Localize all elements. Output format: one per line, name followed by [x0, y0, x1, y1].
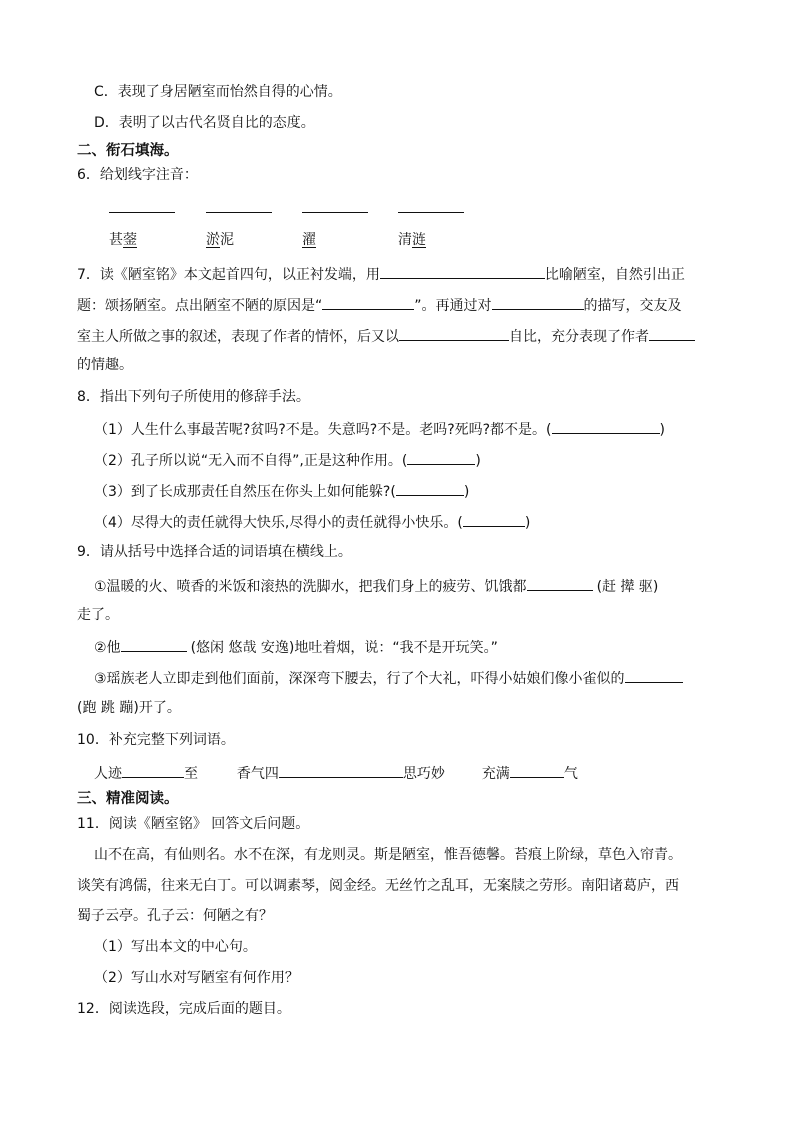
q6-answer-blank-4[interactable] — [398, 197, 464, 213]
q8-blank-1[interactable] — [552, 418, 660, 434]
q10-stem: 10．补充完整下列词语。 — [77, 732, 235, 748]
section-2-title: 二、衔石填海。 — [77, 143, 179, 159]
q8-blank-3[interactable] — [396, 480, 464, 496]
q11-subquestion-2: （2）写山水对写陋室有何作用？ — [94, 970, 299, 986]
q6-stem: 6．给划线字注音： — [77, 167, 198, 183]
q8-item-4: （4）尽得大的责任就得大快乐,尽得小的责任就得小快乐。( ) — [94, 511, 530, 533]
option-c: C．表现了身居陋室而怡然自得的心情。 — [94, 84, 342, 100]
q8-blank-2[interactable] — [407, 449, 475, 465]
q10-blank-3[interactable] — [510, 762, 564, 778]
q6-answer-blank-1[interactable] — [109, 197, 175, 213]
section-3-title: 三、精准阅读。 — [77, 791, 179, 807]
q8-item-1: （1）人生什么事最苦呢?贫吗?不是。失意吗?不是。老吗?死吗?都不是。( ) — [94, 418, 665, 440]
q9-blank-2[interactable] — [121, 636, 187, 652]
q11-passage-line-3: 蜀子云亭。孔子云：何陋之有？ — [77, 908, 273, 924]
q6-word-1: 甚蓥 — [109, 232, 137, 248]
q7-line-3: 室主人所做之事的叙述，表现了作者的情怀，后又以 自比，充分表现了作者 — [77, 325, 695, 347]
q7-blank-3[interactable] — [492, 294, 584, 310]
q11-passage-line-1: 山不在高，有仙则名。水不在深，有龙则灵。斯是陋室，惟吾德馨。苔痕上阶绿，草色入帘青。 — [94, 847, 682, 863]
q9-blank-1[interactable] — [527, 575, 593, 591]
q7-blank-2[interactable] — [322, 294, 414, 310]
q9-item-3: ③瑶族老人立即走到他们面前，深深弯下腰去，行了个大礼，吓得小姑娘们像小雀似的 — [94, 667, 683, 689]
q6-word-3: 濯 — [302, 232, 316, 248]
q7-blank-5[interactable] — [649, 325, 695, 341]
q7-line-2: 题：颂扬陋室。点出陋室不陋的原因是“ ”。再通过对 的描写，交友及 — [77, 294, 682, 316]
q6-word-4: 清涟 — [398, 232, 426, 248]
q7-line-1: 7．读《陋室铭》本文起首四句，以正衬发端，用 比喻陋室，自然引出正 — [77, 263, 685, 285]
option-d: D．表明了以古代名贤自比的态度。 — [94, 115, 315, 131]
q11-stem: 11．阅读《陋室铭》 回答文后问题。 — [77, 816, 310, 832]
q7-blank-1[interactable] — [380, 263, 545, 279]
q6-answer-blank-3[interactable] — [302, 197, 368, 213]
q8-item-2: （2）孔子所以说“无入而不自得”,正是这种作用。( ) — [94, 449, 481, 471]
q6-answer-blank-2[interactable] — [206, 197, 272, 213]
q11-passage-line-2: 谈笑有鸿儒，往来无白丁。可以调素琴，阅金经。无丝竹之乱耳，无案牍之劳形。南阳诸葛庐，西 — [77, 878, 679, 894]
q9-item-1: ①温暖的火、喷香的米饭和滚热的洗脚水，把我们身上的疲劳、饥饿都 (赶 撵 驱) — [94, 575, 658, 597]
q8-blank-4[interactable] — [463, 511, 525, 527]
q6-word-2: 淤泥 — [206, 232, 234, 248]
q10-words: 人迹 至 香气四 思巧妙 充满 气 — [94, 762, 578, 784]
q7-line-4: 的情趣。 — [77, 357, 133, 373]
q9-item-1-cont: 走了。 — [77, 607, 119, 623]
q8-stem: 8．指出下列句子所使用的修辞手法。 — [77, 389, 310, 405]
q11-subquestion-1: （1）写出本文的中心句。 — [94, 939, 257, 955]
q9-item-3-cont: (跑 跳 蹦)开了。 — [77, 700, 181, 716]
q9-stem: 9．请从括号中选择合适的词语填在横线上。 — [77, 544, 352, 560]
q12-stem: 12．阅读选段，完成后面的题目。 — [77, 1001, 291, 1017]
q9-blank-3[interactable] — [625, 667, 683, 683]
q10-blank-1[interactable] — [122, 762, 184, 778]
q8-item-3: （3）到了长成那责任自然压在你头上如何能躲?( ) — [94, 480, 469, 502]
q10-blank-2[interactable] — [279, 762, 403, 778]
q9-item-2: ②他 (悠闲 悠哉 安逸)地吐着烟，说：“我不是开玩笑。” — [94, 636, 498, 658]
q7-blank-4[interactable] — [399, 325, 509, 341]
